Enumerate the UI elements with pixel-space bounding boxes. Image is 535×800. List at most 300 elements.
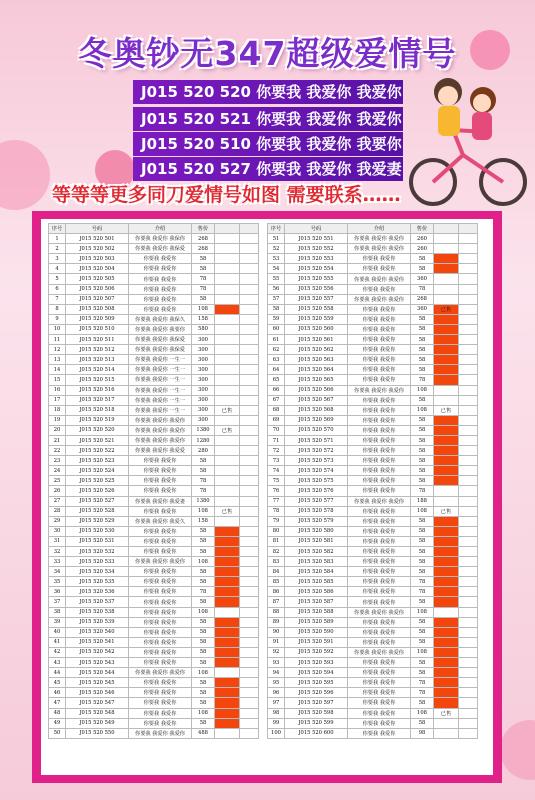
cell-number: J015 520 514	[66, 365, 129, 375]
cell-price: 78	[411, 688, 434, 698]
cell-price: 78	[411, 284, 434, 294]
cell-number: J015 520 591	[285, 637, 348, 647]
cell-extra	[240, 425, 259, 435]
table-row	[268, 516, 478, 526]
cell-status	[434, 587, 459, 597]
table-row	[49, 486, 259, 496]
cell-extra	[459, 355, 478, 365]
table-row	[268, 486, 478, 496]
table-row	[49, 587, 259, 597]
cell-intro: 你要我 我爱你	[348, 728, 411, 738]
cell-status	[434, 395, 459, 405]
cell-index: 65	[268, 375, 285, 385]
cell-number: J015 520 543	[66, 658, 129, 668]
number-table-left	[48, 223, 259, 739]
cell-number: J015 520 552	[285, 244, 348, 254]
cell-status	[434, 435, 459, 445]
table-row	[268, 698, 478, 708]
cell-extra	[459, 446, 478, 456]
cell-status: 已售	[215, 506, 240, 516]
table-row	[268, 385, 478, 395]
table-row	[268, 254, 478, 264]
cell-status	[434, 476, 459, 486]
cell-number: J015 520 592	[285, 647, 348, 657]
cell-status	[215, 365, 240, 375]
table-row	[268, 244, 478, 254]
cell-index: 1	[49, 234, 66, 244]
table-row	[268, 304, 478, 314]
cell-intro: 你要我 我爱你	[129, 506, 192, 516]
cell-index: 4	[49, 264, 66, 274]
table-row	[49, 244, 259, 254]
cell-extra	[459, 425, 478, 435]
cell-extra	[459, 536, 478, 546]
cell-status	[434, 254, 459, 264]
cell-extra	[459, 496, 478, 506]
table-row	[268, 466, 478, 476]
cell-index: 48	[49, 708, 66, 718]
table-row	[268, 658, 478, 668]
cell-index: 23	[49, 456, 66, 466]
table-row	[49, 597, 259, 607]
cell-price: 58	[411, 698, 434, 708]
cell-index: 39	[49, 617, 66, 627]
cell-status	[434, 244, 459, 254]
cell-status	[215, 637, 240, 647]
cell-intro: 你要我 我爱你 我保爱	[129, 345, 192, 355]
cell-index: 25	[49, 476, 66, 486]
cell-intro: 你要我 我爱你	[129, 274, 192, 284]
cell-status	[215, 718, 240, 728]
table-row	[49, 385, 259, 395]
cell-price: 58	[411, 365, 434, 375]
cell-status	[434, 557, 459, 567]
cell-price: 78	[192, 274, 215, 284]
cell-price: 58	[192, 617, 215, 627]
cell-number: J015 520 519	[66, 415, 129, 425]
cell-index: 82	[268, 547, 285, 557]
cell-index: 67	[268, 395, 285, 405]
cell-number: J015 520 526	[66, 486, 129, 496]
cell-index: 75	[268, 476, 285, 486]
cell-price: 488	[192, 728, 215, 738]
cell-index: 42	[49, 647, 66, 657]
cell-status	[434, 456, 459, 466]
cell-extra	[459, 274, 478, 284]
cell-intro: 你要我 我爱你	[129, 456, 192, 466]
cell-extra	[240, 355, 259, 365]
cell-index: 88	[268, 607, 285, 617]
cell-extra	[459, 264, 478, 274]
cell-price: 300	[192, 415, 215, 425]
cell-intro: 你要我 我爱你	[348, 446, 411, 456]
table-row	[268, 617, 478, 627]
cell-index: 43	[49, 658, 66, 668]
cell-index: 14	[49, 365, 66, 375]
cell-status	[434, 264, 459, 274]
highlight-line-1: J015 520 520 你要我 我爱你 我爱你	[133, 80, 403, 104]
cell-intro: 你要我 我爱你 一生一	[129, 375, 192, 385]
cell-extra	[240, 516, 259, 526]
cell-price: 58	[411, 314, 434, 324]
table-row	[49, 314, 259, 324]
cell-number: J015 520 538	[66, 607, 129, 617]
cell-status	[215, 324, 240, 334]
table-row	[268, 446, 478, 456]
cell-number: J015 520 532	[66, 547, 129, 557]
cell-extra	[240, 234, 259, 244]
cell-index: 96	[268, 688, 285, 698]
cell-number: J015 520 561	[285, 335, 348, 345]
table-row	[268, 425, 478, 435]
cell-extra	[459, 415, 478, 425]
cell-extra	[459, 254, 478, 264]
cell-price: 78	[411, 587, 434, 597]
table-row	[49, 324, 259, 334]
cell-number: J015 520 522	[66, 446, 129, 456]
table-row	[49, 345, 259, 355]
cell-extra	[240, 476, 259, 486]
cell-extra	[459, 698, 478, 708]
cell-status	[215, 526, 240, 536]
cell-price: 58	[411, 435, 434, 445]
cell-index: 68	[268, 405, 285, 415]
cell-status	[434, 345, 459, 355]
cell-price: 108	[411, 506, 434, 516]
cell-status	[215, 355, 240, 365]
cell-index: 76	[268, 486, 285, 496]
table-row	[49, 708, 259, 718]
cell-number: J015 520 507	[66, 294, 129, 304]
cell-extra	[459, 335, 478, 345]
cell-status	[215, 668, 240, 678]
cell-status	[215, 547, 240, 557]
table-header-row	[49, 224, 259, 234]
cell-price: 108	[411, 708, 434, 718]
cell-number: J015 520 511	[66, 335, 129, 345]
cell-number: J015 520 547	[66, 698, 129, 708]
table-row	[268, 607, 478, 617]
cell-price: 58	[411, 425, 434, 435]
cell-intro: 你要我 我爱你 我爱你	[129, 668, 192, 678]
cell-price: 58	[411, 324, 434, 334]
cell-index: 29	[49, 516, 66, 526]
cell-index: 95	[268, 678, 285, 688]
cell-price: 58	[192, 526, 215, 536]
cell-number: J015 520 551	[285, 234, 348, 244]
cell-number: J015 520 594	[285, 668, 348, 678]
heart-decoration	[0, 140, 50, 210]
cell-intro: 你要我 我爱你	[348, 627, 411, 637]
cell-status	[434, 718, 459, 728]
cell-price: 1380	[192, 425, 215, 435]
cell-number: J015 520 541	[66, 637, 129, 647]
highlight-line-4: J015 520 527 你要我 我爱你 我爱妻	[133, 157, 403, 181]
cell-price: 58	[192, 294, 215, 304]
cell-number: J015 520 536	[66, 587, 129, 597]
cell-intro: 你要我 我爱你	[348, 284, 411, 294]
cell-status	[434, 577, 459, 587]
cell-status: 已售	[434, 506, 459, 516]
cell-price: 58	[411, 658, 434, 668]
cell-number: J015 520 542	[66, 647, 129, 657]
cell-status	[215, 597, 240, 607]
cell-index: 55	[268, 274, 285, 284]
cell-price: 78	[192, 284, 215, 294]
cell-index: 50	[49, 728, 66, 738]
cell-status	[434, 526, 459, 536]
cell-status: 已售	[215, 405, 240, 415]
cell-index: 31	[49, 536, 66, 546]
table-row	[49, 547, 259, 557]
cell-number: J015 520 524	[66, 466, 129, 476]
cell-status	[215, 708, 240, 718]
cell-index: 24	[49, 466, 66, 476]
cell-price: 58	[411, 335, 434, 345]
cell-index: 7	[49, 294, 66, 304]
cell-index: 69	[268, 415, 285, 425]
cell-extra	[459, 557, 478, 567]
table-row	[268, 506, 478, 516]
cell-index: 20	[49, 425, 66, 435]
table-row	[268, 708, 478, 718]
cell-extra	[240, 365, 259, 375]
cell-intro: 你要我 我爱你	[129, 254, 192, 264]
cell-index: 74	[268, 466, 285, 476]
cell-price: 58	[411, 395, 434, 405]
cell-index: 92	[268, 647, 285, 657]
cell-number: J015 520 593	[285, 658, 348, 668]
cell-status	[434, 425, 459, 435]
cell-price: 58	[192, 597, 215, 607]
cell-number: J015 520 565	[285, 375, 348, 385]
cell-status	[434, 647, 459, 657]
cell-index: 35	[49, 577, 66, 587]
cell-extra	[240, 314, 259, 324]
cell-number: J015 520 584	[285, 567, 348, 577]
cell-index: 26	[49, 486, 66, 496]
table-row	[268, 577, 478, 587]
cell-number: J015 520 596	[285, 688, 348, 698]
cell-extra	[240, 658, 259, 668]
table-row	[49, 425, 259, 435]
cell-status	[215, 577, 240, 587]
cell-intro: 你要我 我爱你	[348, 425, 411, 435]
cell-intro: 你要我 我爱你 我爱你	[129, 435, 192, 445]
cell-number: J015 520 516	[66, 385, 129, 395]
cell-index: 58	[268, 304, 285, 314]
cell-intro: 你要我 我爱你	[348, 577, 411, 587]
cell-status	[215, 658, 240, 668]
cell-extra	[459, 617, 478, 627]
table-row	[49, 405, 259, 415]
cell-intro: 你要我 我爱你	[129, 547, 192, 557]
cell-price: 98	[411, 728, 434, 738]
cell-intro: 你要我 我爱你	[129, 294, 192, 304]
cell-extra	[240, 375, 259, 385]
cell-intro: 你要我 我爱你	[129, 284, 192, 294]
table-row	[268, 536, 478, 546]
table-row	[268, 405, 478, 415]
cell-index: 77	[268, 496, 285, 506]
cell-status	[215, 516, 240, 526]
cell-intro: 你要我 我爱你 我保爱	[129, 244, 192, 254]
table-row	[49, 506, 259, 516]
heart-decoration	[500, 720, 535, 780]
cell-extra	[459, 395, 478, 405]
cell-status	[434, 597, 459, 607]
header-price: 售价	[411, 224, 434, 234]
cell-number: J015 520 581	[285, 536, 348, 546]
number-table-right	[267, 223, 478, 739]
cell-price: 108	[192, 668, 215, 678]
cell-number: J015 520 520	[66, 425, 129, 435]
cell-number: J015 520 534	[66, 567, 129, 577]
cell-index: 59	[268, 314, 285, 324]
table-row	[268, 567, 478, 577]
cell-extra	[240, 708, 259, 718]
cell-price: 58	[411, 627, 434, 637]
table-row	[268, 365, 478, 375]
cell-extra	[459, 526, 478, 536]
cell-number: J015 520 566	[285, 385, 348, 395]
price-sheet	[41, 219, 493, 775]
table-row	[49, 688, 259, 698]
cell-status	[215, 476, 240, 486]
cell-status	[434, 607, 459, 617]
table-row	[49, 456, 259, 466]
table-row	[49, 395, 259, 405]
cell-price: 300	[192, 375, 215, 385]
table-row	[49, 304, 259, 314]
cell-status	[215, 435, 240, 445]
cell-intro: 你要我 我爱你	[129, 486, 192, 496]
table-row	[268, 456, 478, 466]
cell-number: J015 520 588	[285, 607, 348, 617]
cell-index: 49	[49, 718, 66, 728]
cell-number: J015 520 554	[285, 264, 348, 274]
cell-intro: 你要我 我爱你	[348, 698, 411, 708]
cell-price: 268	[192, 234, 215, 244]
cell-status	[215, 415, 240, 425]
cell-price: 58	[411, 617, 434, 627]
cell-status	[215, 536, 240, 546]
couple-on-bicycle-illustration	[408, 70, 528, 210]
cell-number: J015 520 559	[285, 314, 348, 324]
cell-intro: 你要我 我爱你	[129, 637, 192, 647]
table-row	[268, 395, 478, 405]
cell-extra	[240, 526, 259, 536]
table-row	[49, 294, 259, 304]
cell-price: 58	[192, 698, 215, 708]
cell-price: 58	[192, 254, 215, 264]
cell-price: 58	[192, 567, 215, 577]
cell-extra	[459, 577, 478, 587]
cell-number: J015 520 576	[285, 486, 348, 496]
cell-price: 158	[192, 314, 215, 324]
cell-price: 108	[192, 506, 215, 516]
cell-price: 58	[411, 718, 434, 728]
cell-status	[434, 355, 459, 365]
cell-intro: 你要我 我爱你	[348, 587, 411, 597]
cell-price: 58	[411, 557, 434, 567]
cell-price: 280	[192, 446, 215, 456]
cell-number: J015 520 589	[285, 617, 348, 627]
cell-price: 300	[192, 365, 215, 375]
cell-price: 58	[411, 476, 434, 486]
cell-extra	[240, 597, 259, 607]
cell-extra	[459, 284, 478, 294]
cell-index: 16	[49, 385, 66, 395]
cell-status	[215, 395, 240, 405]
cell-index: 6	[49, 284, 66, 294]
cell-intro: 你要我 我爱你	[348, 678, 411, 688]
cell-extra	[240, 244, 259, 254]
table-row	[268, 627, 478, 637]
cell-index: 91	[268, 637, 285, 647]
cell-number: J015 520 587	[285, 597, 348, 607]
table-row	[268, 415, 478, 425]
cell-status	[434, 678, 459, 688]
cell-intro: 你要我 我爱你	[348, 536, 411, 546]
cell-number: J015 520 535	[66, 577, 129, 587]
cell-intro: 你要我 我爱你	[129, 567, 192, 577]
cell-intro: 你要我 我爱你 我爱你	[348, 647, 411, 657]
cell-intro: 你要我 我爱你	[129, 607, 192, 617]
cell-intro: 你要我 我爱你 我保爱	[129, 335, 192, 345]
cell-price: 58	[411, 355, 434, 365]
cell-intro: 你要我 我爱你 我爱你	[129, 557, 192, 567]
cell-extra	[459, 345, 478, 355]
table-row	[268, 496, 478, 506]
cell-status	[215, 314, 240, 324]
cell-index: 45	[49, 678, 66, 688]
cell-extra	[240, 557, 259, 567]
cell-status	[434, 314, 459, 324]
table-row	[49, 264, 259, 274]
cell-number: J015 520 530	[66, 526, 129, 536]
cell-index: 46	[49, 688, 66, 698]
cell-status	[215, 335, 240, 345]
cell-number: J015 520 572	[285, 446, 348, 456]
cell-number: J015 520 517	[66, 395, 129, 405]
table-row	[49, 637, 259, 647]
cell-index: 19	[49, 415, 66, 425]
cell-number: J015 520 595	[285, 678, 348, 688]
cell-intro: 你要我 我爱你 一生一	[129, 385, 192, 395]
cell-extra	[240, 567, 259, 577]
cell-status	[215, 647, 240, 657]
cell-intro: 你要我 我爱你 我爱妻	[129, 496, 192, 506]
cell-status	[434, 728, 459, 738]
cell-extra	[240, 587, 259, 597]
cell-intro: 你要我 我爱你	[129, 658, 192, 668]
cell-number: J015 520 557	[285, 294, 348, 304]
table-row	[268, 728, 478, 738]
cell-status	[215, 274, 240, 284]
cell-number: J015 520 585	[285, 577, 348, 587]
cell-extra	[240, 466, 259, 476]
cell-price: 58	[411, 345, 434, 355]
cell-status	[434, 516, 459, 526]
table-row	[268, 335, 478, 345]
cell-index: 84	[268, 567, 285, 577]
contact-banner: 等等等更多同刀爱情号如图 需要联系……	[52, 184, 401, 206]
cell-extra	[240, 647, 259, 657]
cell-status	[434, 274, 459, 284]
cell-price: 58	[411, 668, 434, 678]
cell-price: 268	[192, 244, 215, 254]
